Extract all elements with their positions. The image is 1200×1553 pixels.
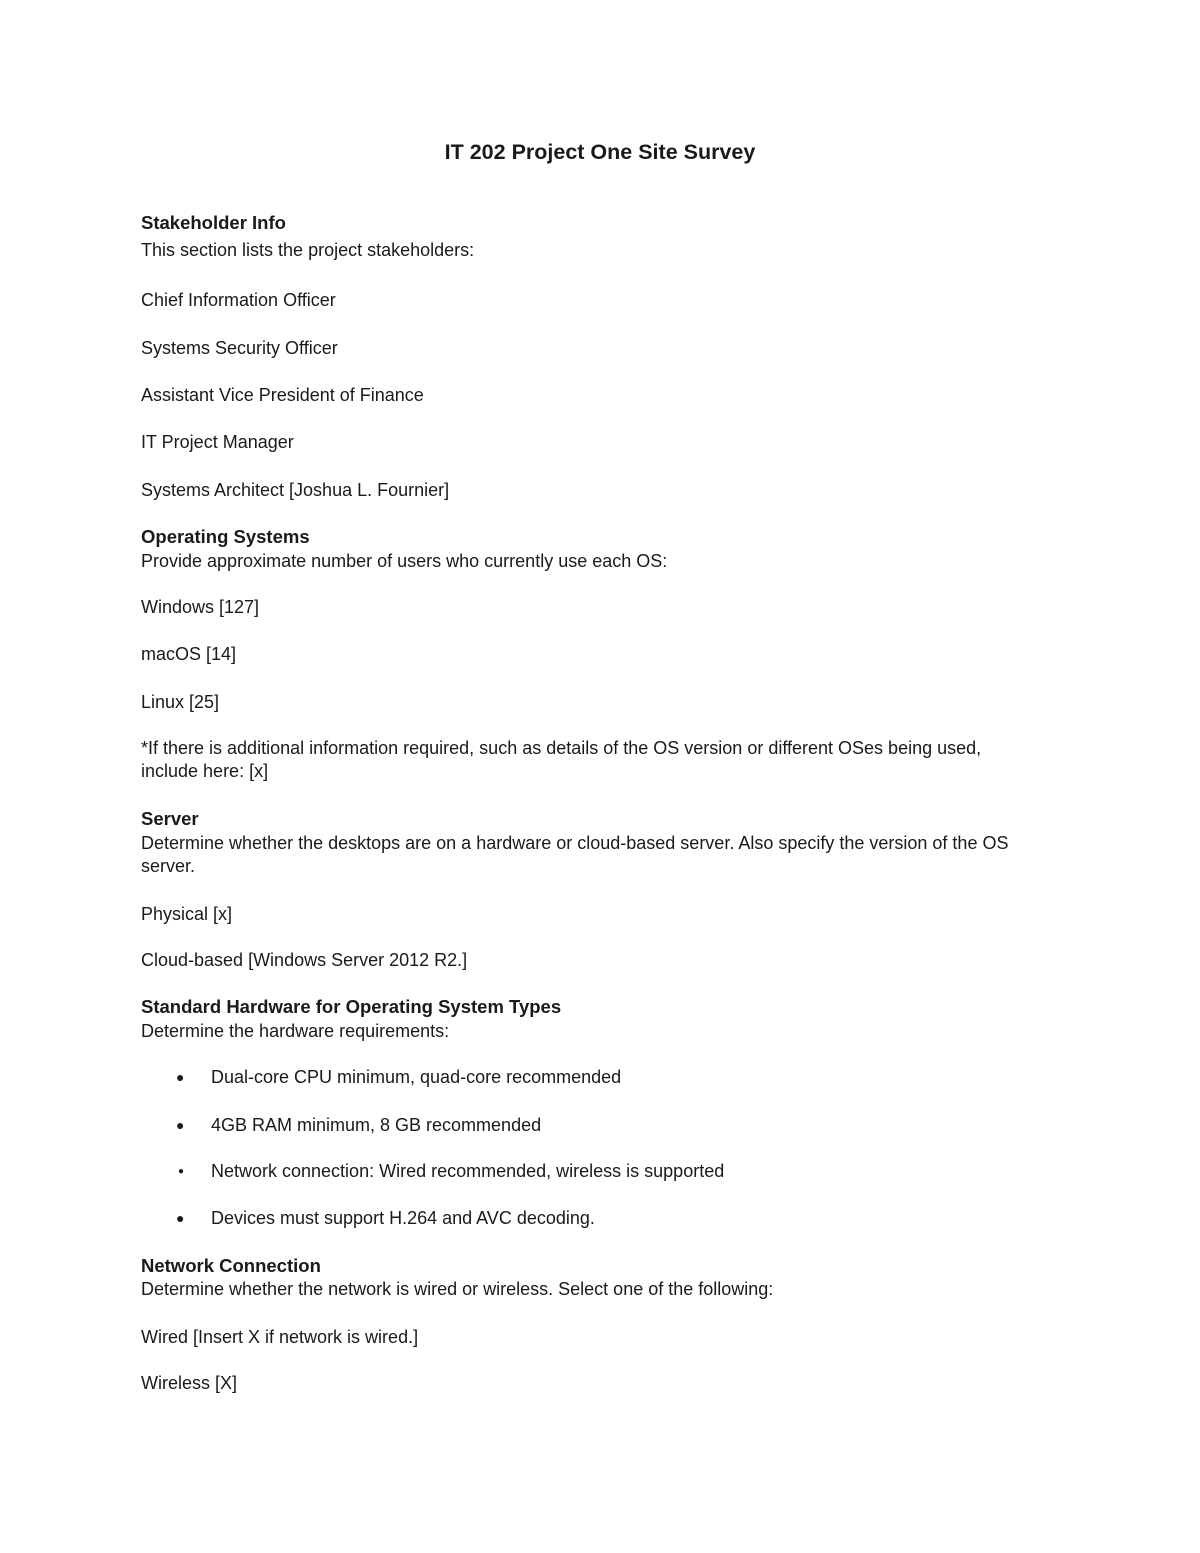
os-item: Windows [127] xyxy=(141,597,260,617)
network-intro: Determine whether the network is wired or wireless. Select one of the following: xyxy=(141,1279,774,1299)
bullet-icon: ● xyxy=(176,1210,185,1226)
hardware-bullet-item: 4GB RAM minimum, 8 GB recommended xyxy=(211,1115,542,1135)
os-item: Linux [25] xyxy=(141,692,220,712)
operating-systems-intro: Provide approximate number of users who currently use each OS: xyxy=(141,551,668,571)
network-item: Wired [Insert X if network is wired.] xyxy=(141,1327,419,1347)
stakeholders-intro: This section lists the project stakeholders: xyxy=(141,240,475,260)
os-additional-note: *If there is additional information required, such as details of the OS version or different OSes being used, include here: [x] xyxy=(141,738,982,781)
stakeholder-item: Systems Architect [Joshua L. Fournier] xyxy=(141,480,450,500)
server-intro: Determine whether the desktops are on a hardware or cloud-based server. Also specify the version of the OS server. xyxy=(141,833,1009,876)
server-item: Cloud-based [Windows Server 2012 R2.] xyxy=(141,950,468,970)
stakeholder-item: IT Project Manager xyxy=(141,432,294,452)
bullet-icon: ● xyxy=(176,1117,185,1133)
stakeholder-item: Chief Information Officer xyxy=(141,290,336,310)
hardware-bullet-item: Network connection: Wired recommended, wireless is supported xyxy=(211,1161,725,1181)
server-item: Physical [x] xyxy=(141,904,233,924)
section-heading-network-connection: Network Connection xyxy=(141,1255,321,1276)
bullet-icon: ● xyxy=(178,1166,185,1177)
os-item: macOS [14] xyxy=(141,644,237,664)
document-title: IT 202 Project One Site Survey xyxy=(444,140,756,164)
hardware-bullet-item: Devices must support H.264 and AVC decoding. xyxy=(211,1208,595,1228)
section-heading-stakeholder-info: Stakeholder Info xyxy=(141,212,286,233)
section-heading-server: Server xyxy=(141,808,199,829)
hardware-bullet-item: Dual-core CPU minimum, quad-core recommended xyxy=(211,1067,622,1087)
bullet-icon: ● xyxy=(176,1069,185,1085)
stakeholder-item: Systems Security Officer xyxy=(141,338,338,358)
network-item: Wireless [X] xyxy=(141,1373,238,1393)
stakeholder-item: Assistant Vice President of Finance xyxy=(141,385,424,405)
section-heading-standard-hardware: Standard Hardware for Operating System Types xyxy=(141,996,562,1017)
hardware-intro: Determine the hardware requirements: xyxy=(141,1021,450,1041)
section-heading-operating-systems: Operating Systems xyxy=(141,526,310,547)
